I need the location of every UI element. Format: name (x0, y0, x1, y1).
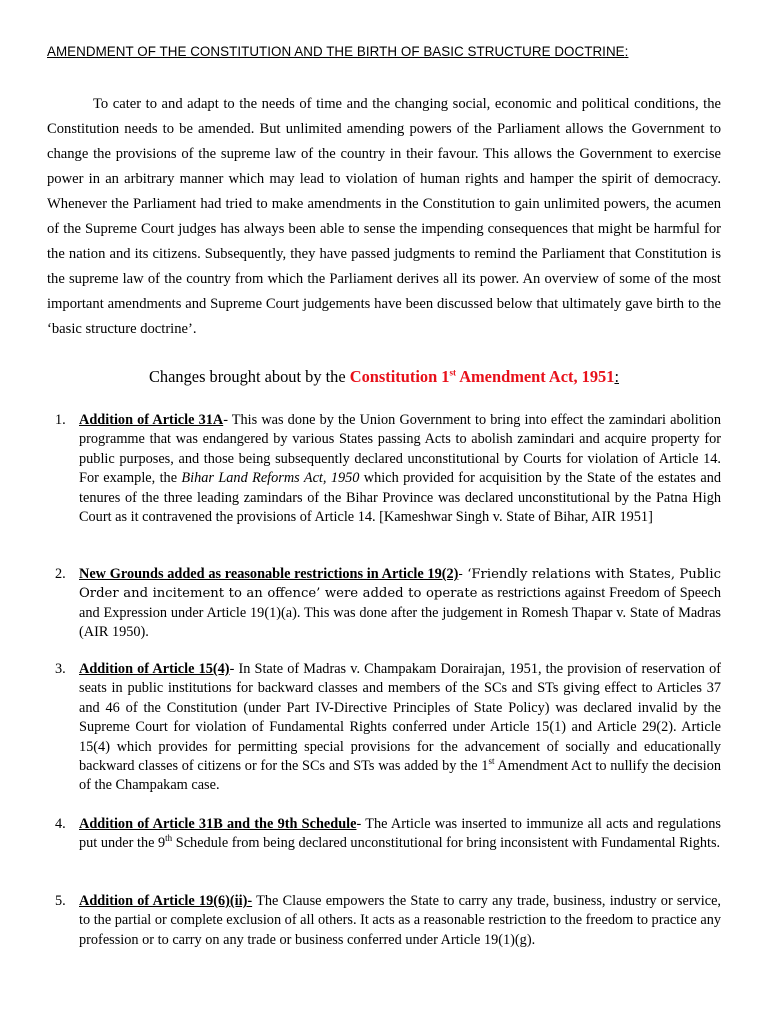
item-heading: Addition of Article 31B and the 9th Schedule (79, 816, 357, 832)
section-heading: Changes brought about by the Constitution 1st Amendment Act, 1951: (149, 367, 619, 386)
list-item: 4. Addition of Article 31B and the 9th Schedule- The Article was inserted to immunize all acts and regulations put under the 9th Schedule from being declared unconstitutional for bring inconsistent with Fundamental Rights. (55, 816, 721, 852)
intro-paragraph: To cater to and adapt to the needs of time and the changing social, economic and political conditions, the Constitution needs to be amended. But unlimited amending powers of the Parliament allows the Government to change the provisions of the supreme law of the country in their favour. This allows the Government to exercise power in an arbitrary manner which may lead to violation of human rights and hamper the spirit of democracy. Whenever the Parliament had tried to make amendments in the Constitution to gain unlimited powers, the acumen of the Supreme Court judges has always been able to sense the impending consequences that might be harmful for the nation and its citizens. Subsequently, they have passed judgments to remind the Parliament that Constitution is the supreme law of the country from which the Parliament derives all its power. An overview of some of the most important amendments and Supreme Court judgements have been discussed below that ultimately gave birth to the ‘basic structure doctrine’. (47, 96, 721, 337)
document-title: AMENDMENT OF THE CONSTITUTION AND THE BIRTH OF BASIC STRUCTURE DOCTRINE: (47, 44, 629, 59)
item-heading: Addition of Article 15(4) (79, 661, 230, 677)
list-item: 2. New Grounds added as reasonable restrictions in Article 19(2)- ‘Friendly relations with States, Public Order and incitement to an offence’ were added to operate as restrictions against Freedom of Speech and Expression under Article 19(1)(a). This was done after the judgement in Romesh Thapar v. State of Madras (AIR 1950). (55, 566, 721, 641)
list-item: 1. Addition of Article 31A- This was done by the Union Government to bring into effect the zamindari abolition programme that was endangered by various States passing Acts to abolish zamindari and acquire property for public purposes, and those being subsequently declared unconstitutional by Courts for violation of Article 14. For example, the Bihar Land Reforms Act, 1950 which provided for acquisition by the State of the estates and tenures of the three leading zamindars of the Bihar Province was declared unconstitutional by the Patna High Court as it contravened the provisions of Article 14. [Kameshwar Singh v. State of Bihar, AIR 1951] (55, 412, 721, 526)
item-heading: Addition of Article 31A (79, 412, 224, 428)
section-heading-prefix: Changes brought about by the (149, 367, 350, 386)
list-item: 5. Addition of Article 19(6)(ii)- The Clause empowers the State to carry any trade, business, industry or service, to the partial or complete exclusion of all others. It acts as a reasonable restriction to the freedom to practice any profession or to carry on any trade or business conferred under Article 19(1)(g). (55, 893, 721, 948)
amendment-act-name: Constitution 1st Amendment Act, 1951 (349, 367, 615, 386)
list-item: 3. Addition of Article 15(4)- In State of Madras v. Champakam Dorairajan, 1951, the provision of reservation of seats in public institutions for backward classes and members of the SCs and STs giving effect to Articles 37 and 46 of the Constitution (under Part IV-Directive Principles of State Policy) was declared invalid by the Supreme Court for violation of Fundamental Rights conferred under Article 15(1) and Article 29(2). Article 15(4) which provides for permitting special provisions for the advancement of socially and educationally backward classes of citizens or for the SCs and STs was added by the 1st Amendment Act to nullify the decision of the Champakam case. (55, 661, 721, 794)
item-heading: New Grounds added as reasonable restrictions in Article 19(2) (79, 566, 459, 582)
item-heading: Addition of Article 19(6)(ii)- (79, 893, 253, 909)
